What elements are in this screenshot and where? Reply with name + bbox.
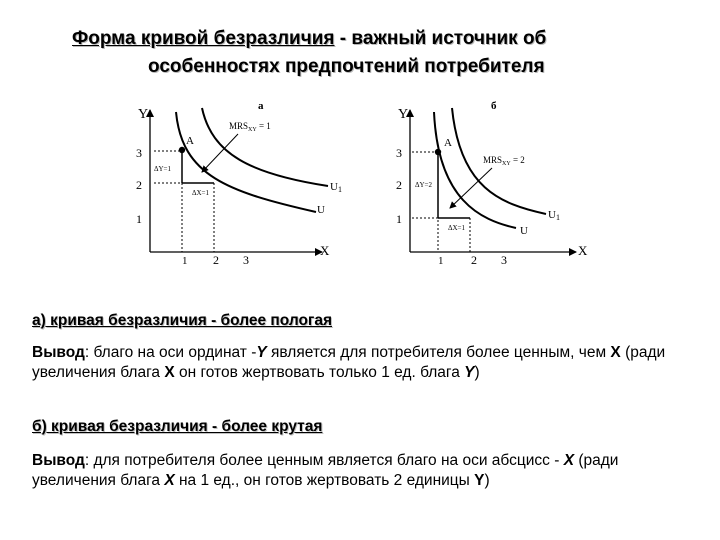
- case-a-heading-text: а) кривая безразличия - более пологая: [32, 312, 333, 329]
- case-b-conclusion: Вывод: для потребителя более ценным является благо на оси абсцисс - X (ради увеличения блага X на 1 ед., он готов жертвовать 2 единицы Y): [32, 452, 619, 489]
- curve-label-u1: U1: [548, 209, 560, 222]
- mrs-pointer: [202, 134, 238, 172]
- delta-x-label: ΔX=1: [448, 224, 466, 232]
- case-a-heading: [32, 311, 692, 331]
- point-a-label: A: [186, 135, 194, 147]
- y-tick-2: 2: [396, 178, 402, 192]
- case-a-conclusion: Вывод: благо на оси ординат -Y является для потребителя более ценным, чем X (ради увеличения блага X он готов жертвовать только 1 ед. блага Y): [32, 344, 666, 381]
- y-tick-1: 1: [396, 212, 402, 226]
- delta-y-label: ΔY=2: [415, 181, 433, 189]
- x-tick-1: 1: [438, 255, 444, 267]
- slide-title-rest: - важный источник об: [334, 28, 547, 49]
- y-tick-1: 1: [136, 212, 142, 226]
- mrs-label: $MRS_{XY} = 2$: [483, 155, 525, 167]
- graph-label: б: [491, 100, 497, 112]
- x-tick-3: 3: [501, 253, 507, 267]
- indifference-curve-u: [434, 112, 516, 228]
- x-tick-3: 3: [243, 253, 249, 267]
- case-b-heading-text: б) кривая безразличия - более крутая: [32, 418, 323, 435]
- curve-label-u1: U1: [330, 181, 342, 194]
- conclusion-label: Вывод: [32, 344, 85, 361]
- point-a-label: A: [444, 137, 452, 149]
- y-axis-label: Y: [398, 107, 409, 122]
- delta-x-label: ΔX=1: [192, 189, 210, 197]
- y-tick-3: 3: [136, 146, 142, 160]
- y-tick-2: 2: [136, 178, 142, 192]
- indifference-graph-b: [388, 96, 608, 268]
- y-tick-3: 3: [396, 146, 402, 160]
- x-tick-2: 2: [471, 253, 477, 267]
- x-tick-2: 2: [213, 253, 219, 267]
- indifference-graph-a: [130, 96, 370, 268]
- x-axis-label: X: [320, 243, 330, 258]
- graph-label: а: [258, 100, 264, 112]
- point-a: [435, 149, 441, 155]
- slide-title-underlined: Форма кривой безразличия: [72, 28, 335, 49]
- point-a: [179, 147, 185, 153]
- slide-title: [72, 28, 546, 50]
- x-tick-1: 1: [182, 255, 188, 267]
- conclusion-label: Вывод: [32, 452, 85, 469]
- y-axis-label: Y: [138, 107, 149, 122]
- x-axis-label: X: [578, 243, 588, 258]
- case-b-heading: [32, 417, 692, 437]
- mrs-label: $MRS_{XY} = 1$: [229, 121, 271, 133]
- curve-label-u: U: [520, 225, 528, 237]
- delta-y-label: ΔY=1: [154, 165, 172, 173]
- indifference-curve-u1: [202, 108, 328, 186]
- slide-subtitle: особенностях предпочтений потребителя: [148, 56, 545, 77]
- curve-label-u: U: [317, 204, 325, 216]
